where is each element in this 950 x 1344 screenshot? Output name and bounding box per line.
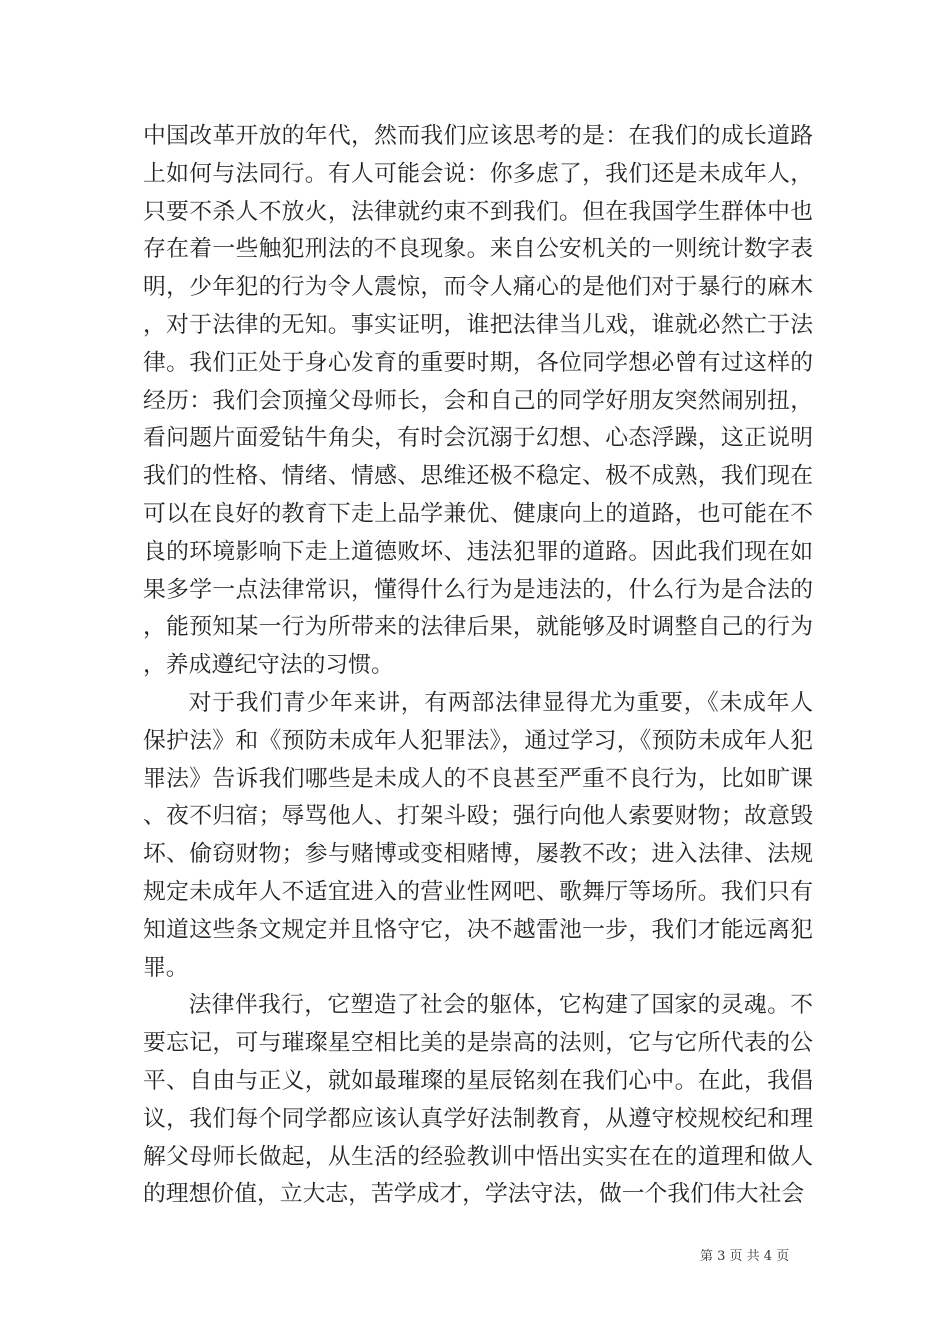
document-body [143,118,813,1214]
paragraph-3: 法律伴我行，它塑造了社会的躯体，它构建了国家的灵魂。不要忘记，可与璀璨星空相比美的是崇高的法则，它与它所代表的公平、自由与正义，就如最璀璨的星辰铭刻在我们心中。在此，我倡议，我们每个同学都应该认真学好法制教育，从遵守校规校纪和理解父母师长做起，从生活的经验教训中悟出实实在在的道理和做人的理想价值，立大志，苦学成才，学法守法，做一个我们伟大社会 [143,992,813,1208]
paragraph-2: 对于我们青少年来讲，有两部法律显得尤为重要，《未成年人保护法》和《预防未成年人犯罪法》，通过学习，《预防未成年人犯罪法》告诉我们哪些是未成人的不良甚至严重不良行为，比如旷课、夜不归宿；辱骂他人、打架斗殴；强行向他人索要财物；故意毁坏、偷窃财物；参与赌博或变相赌博，屡教不改；进入法律、法规规定未成年人不适宜进入的营业性网吧、歌舞厅等场所。我们只有知道这些条文规定并且恪守它，决不越雷池一步，我们才能远离犯罪。 [143,689,813,981]
page-number-footer: 第 3 页 共 4 页 [700,1249,790,1264]
paragraph-1: 中国改革开放的年代，然而我们应该思考的是：在我们的成长道路上如何与法同行。有人可能会说：你多虑了，我们还是未成年人，只要不杀人不放火，法律就约束不到我们。但在我国学生群体中也存在着一些触犯刑法的不良现象。来自公安机关的一则统计数字表明，少年犯的行为令人震惊，而令人痛心的是他们对于暴行的麻木，对于法律的无知。事实证明，谁把法律当儿戏，谁就必然亡于法律。我们正处于身心发育的重要时期，各位同学想必曾有过这样的经历：我们会顶撞父母师长，会和自己的同学好朋友突然闹别扭，看问题片面爱钻牛角尖，有时会沉溺于幻想、心态浮躁，这正说明我们的性格、情绪、情感、思维还极不稳定、极不成熟，我们现在可以在良好的教育下走上品学兼优、健康向上的道路，也可能在不良的环境影响下走上道德败坏、违法犯罪的道路。因此我们现在如果多学一点法律常识，懂得什么行为是违法的，什么行为是合法的，能预知某一行为所带来的法律后果，就能够及时调整自己的行为，养成遵纪守法的习惯。 [143,123,813,679]
